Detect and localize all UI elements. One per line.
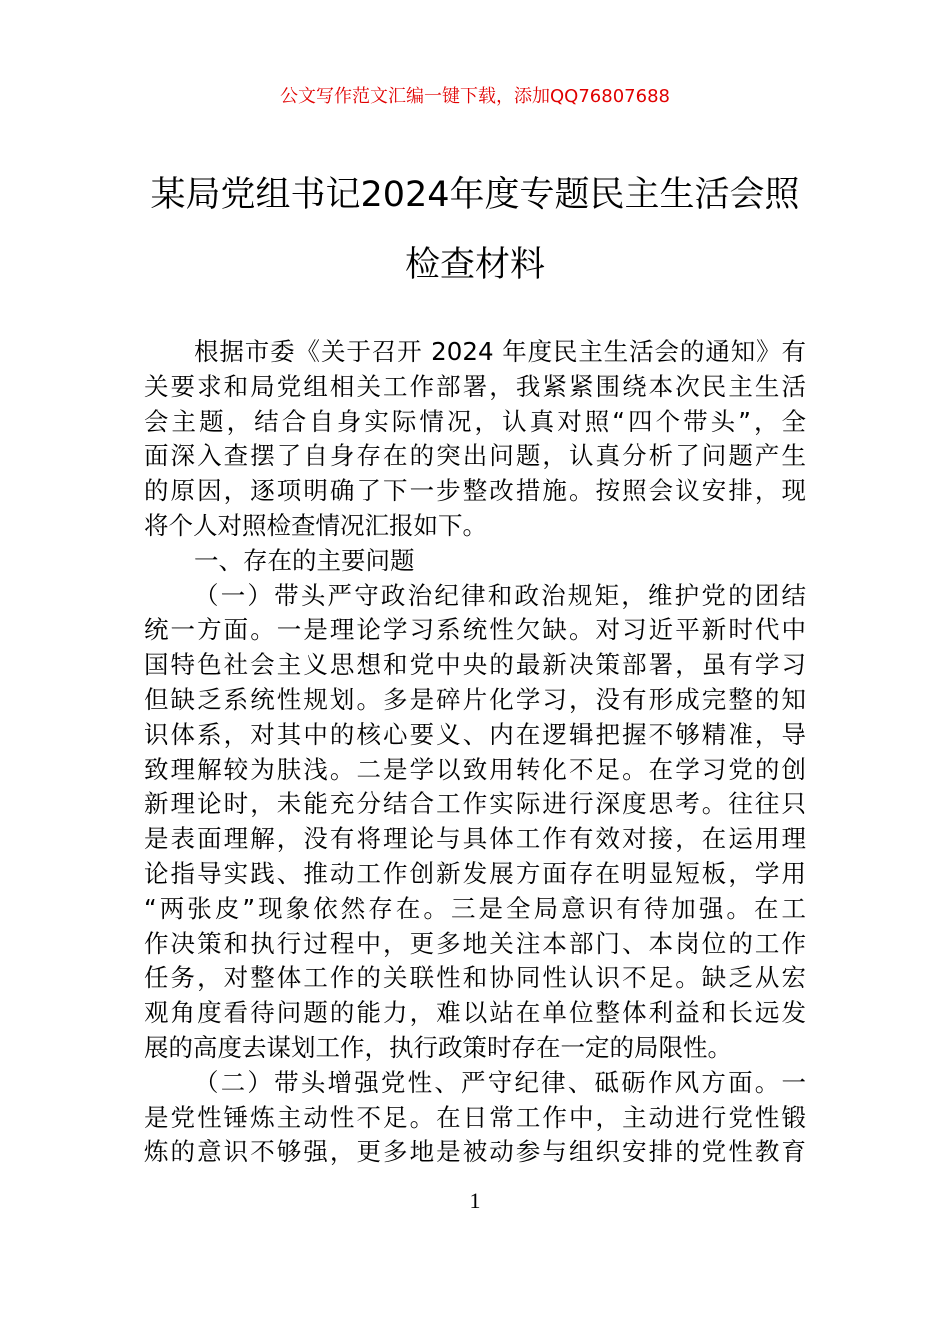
text-line: 根据市委《关于召开 2024 年度民主生活会的通知》有 — [194, 337, 806, 366]
text-line: “两张皮”现象依然存在。三是全局意识有待加强。在工 — [144, 893, 806, 923]
text-line: 一、存在的主要问题 — [194, 545, 415, 575]
text-line: 会主题，结合自身实际情况，认真对照“四个带头”，全 — [144, 406, 806, 436]
document-title-line-2: 检查材料 — [404, 245, 545, 285]
text-line: 任务，对整体工作的关联性和协同性认识不足。缺乏从宏 — [144, 963, 806, 993]
text-line: 关要求和局党组相关工作部署，我紧紧围绕本次民主生活 — [144, 371, 806, 401]
text-line: 是表面理解，没有将理论与具体工作有效对接，在运用理 — [144, 824, 806, 854]
text-line: 新理论时，未能充分结合工作实际进行深度思考。往往只 — [144, 789, 806, 819]
document-title-line-1: 某局党组书记2024年度专题民主生活会照 — [150, 175, 800, 215]
text-line: 的原因，逐项明确了下一步整改措施。按照会议安排，现 — [144, 476, 806, 506]
text-line: 将个人对照检查情况汇报如下。 — [144, 510, 487, 540]
text-line: 论指导实践、推动工作创新发展方面存在明显短板，学用 — [144, 858, 806, 888]
text-line: 致理解较为肤浅。二是学以致用转化不足。在学习党的创 — [144, 754, 806, 784]
text-line: 国特色社会主义思想和党中央的最新决策部署，虽有学习 — [144, 650, 806, 680]
text-line: 识体系，对其中的核心要义、内在逻辑把握不够精准，导 — [144, 719, 806, 749]
text-line: 展的高度去谋划工作，执行政策时存在一定的局限性。 — [144, 1032, 732, 1062]
text-line: （一）带头严守政治纪律和政治规矩，维护党的团结 — [194, 580, 806, 610]
document-body — [144, 335, 806, 1170]
watermark-header: 公文写作范文汇编一键下载，添加QQ76807688 — [280, 86, 670, 107]
text-line: 观角度看待问题的能力，难以站在单位整体利益和长远发 — [144, 998, 806, 1028]
text-line: 统一方面。一是理论学习系统性欠缺。对习近平新时代中 — [144, 615, 806, 645]
text-line: 炼的意识不够强，更多地是被动参与组织安排的党性教育 — [144, 1137, 806, 1167]
text-line: 作决策和执行过程中，更多地关注本部门、本岗位的工作 — [144, 928, 806, 958]
text-line: 但缺乏系统性规划。多是碎片化学习，没有形成完整的知 — [144, 684, 806, 714]
text-line: 是党性锤炼主动性不足。在日常工作中，主动进行党性锻 — [144, 1102, 806, 1132]
page-number: 1 — [469, 1188, 481, 1213]
text-line: 面深入查摆了自身存在的突出问题，认真分析了问题产生 — [144, 441, 806, 471]
text-line: （二）带头增强党性、严守纪律、砥砺作风方面。一 — [194, 1067, 806, 1097]
